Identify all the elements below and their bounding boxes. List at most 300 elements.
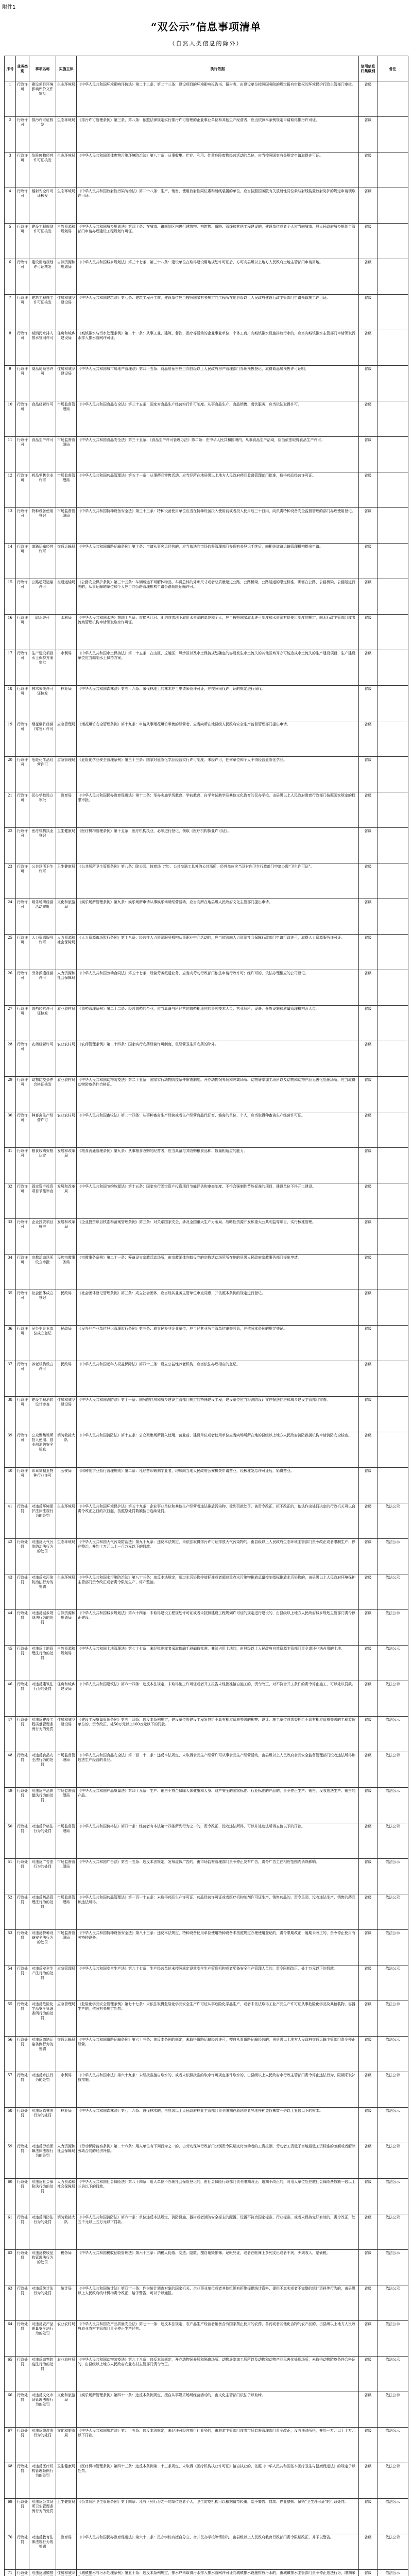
cell-department: 自然资源和规划局	[56, 1610, 77, 1646]
cell-item-name: 道路运输经营许可	[29, 544, 56, 579]
cell-basis: 《城镇排水与污水处理条例》第五十条：违反本条例规定，排水户未取得污水排入排水管网许可证向城镇排水设施排放污水的，由城镇排水主管部门责令停止违法行为，限期采	[77, 2570, 359, 2576]
cell-note	[377, 81, 408, 117]
cell-item-name: 对违反公共场所卫生管理条例行为的处罚	[29, 2499, 56, 2534]
cell-category: 行政处罚	[16, 2463, 29, 2499]
cell-no: 11	[5, 437, 16, 472]
cell-note: 依法公示	[377, 2143, 408, 2179]
cell-no: 44	[5, 1610, 16, 1646]
cell-basis: 《中华人民共和国水法》第六十九条：未经批准擅自取水的，或者未依照批准的取水许可规定条件取水的，由县级以上人民政府水行政主管部门责令停止违法行为，限期采取补救措施。	[77, 2072, 359, 2108]
cell-basis: 《娱乐场所管理条例》第四十一条：违反本条例规定，擅自从事娱乐场所经营活动的，由文化主管部门依法予以取缔。	[77, 2392, 359, 2428]
cell-note: 依法公示	[377, 2072, 408, 2108]
table-row	[5, 81, 408, 117]
cell-level: 省级	[359, 1148, 377, 1183]
table-row	[5, 330, 408, 366]
cell-category: 行政处罚	[16, 2143, 29, 2179]
cell-item-name: 对违反旅游法行为的处罚	[29, 2428, 56, 2463]
cell-department: 林业局	[56, 2108, 77, 2143]
cell-no: 14	[5, 544, 16, 579]
cell-basis: 《中华人民共和国城乡规划法》第三十七条、第三十八条：建设单位在取得建设用地规划许可证后，方可向县级以上地方人民政府土地主管部门申请用地。	[77, 259, 359, 295]
cell-category: 行政处罚	[16, 1752, 29, 1788]
cell-level: 省级	[359, 1503, 377, 1539]
table-row	[5, 2570, 408, 2576]
cell-level: 省级	[359, 899, 377, 935]
cell-category: 行政处罚	[16, 2534, 29, 2570]
cell-basis: 《中华人民共和国环境影响评价法》第二十二条、第二十三条：建设项目的环境影响报告书、报告表，由建设单位按照国务院的规定报有审批权的环境保护行政主管部门审批。	[77, 81, 359, 117]
cell-level: 省级	[359, 2285, 377, 2321]
cell-level: 省级	[359, 188, 377, 224]
cell-note: 依法公示	[377, 1752, 408, 1788]
cell-item-name: 企业投资项目核准	[29, 1219, 56, 1255]
cell-level: 省级	[359, 1574, 377, 1610]
cell-note: 依法公示	[377, 2250, 408, 2285]
cell-no: 1	[5, 81, 16, 117]
cell-no: 8	[5, 330, 16, 366]
cell-level: 省级	[359, 1752, 377, 1788]
cell-department: 民政局	[56, 1290, 77, 1326]
cell-department: 交通运输局	[56, 579, 77, 615]
cell-note: 依法公示	[377, 1823, 408, 1859]
cell-department: 卫生健康局	[56, 863, 77, 899]
cell-department: 市场监督管理局	[56, 1788, 77, 1823]
cell-note	[377, 935, 408, 970]
cell-note	[377, 1361, 408, 1397]
cell-category: 行政处罚	[16, 2499, 29, 2534]
table-row	[5, 1788, 408, 1823]
cell-note: 依法公示	[377, 2001, 408, 2037]
cell-level: 省级	[359, 863, 377, 899]
cell-note	[377, 1077, 408, 1112]
cell-no: 51	[5, 1859, 16, 1894]
cell-note	[377, 544, 408, 579]
cell-no: 18	[5, 686, 16, 721]
cell-item-name: 对违反特种设备安全法行为的处罚	[29, 1930, 56, 1965]
cell-category: 行政处罚	[16, 1503, 29, 1539]
cell-no: 41	[5, 1503, 16, 1539]
cell-basis: 《中华人民共和国产品质量法》第四十九条：生产、销售不符合保障人体健康和人身、财产安全的国家标准、行业标准的产品的，责令停止生产、销售，没收违法生产、销售的产品。	[77, 1788, 359, 1823]
cell-item-name: 林木采伐许可证核发	[29, 686, 56, 721]
cell-category: 行政许可	[16, 1397, 29, 1432]
cell-category: 行政处罚	[16, 1859, 29, 1894]
cell-note	[377, 615, 408, 650]
cell-basis: 《宗教事务条例》第二十一条：筹备设立宗教活动场所，由宗教团体向拟设立的宗教活动场所所在地的县级人民政府宗教事务部门提出申请。	[77, 1255, 359, 1290]
table-row	[5, 650, 408, 686]
cell-item-name: 对违反危险化学品安全管理条例行为的处罚	[29, 2001, 56, 2037]
cell-note: 依法公示	[377, 1717, 408, 1752]
cell-basis: 《中华人民共和国森林法》第七十六条：盗伐林木的，由县级以上人民政府林业主管部门责令限期在原地或者异地补种盗伐株数一倍以上五倍以下的树木。	[77, 2108, 359, 2143]
cell-item-name: 对违反城乡规划法行为的处罚	[29, 1610, 56, 1646]
cell-no: 46	[5, 1681, 16, 1717]
cell-no: 7	[5, 295, 16, 330]
cell-department: 农业农村局	[56, 1006, 77, 1041]
cell-basis: 《医疗机构管理条例》第十五条：医疗机构执业，必须进行登记，领取《医疗机构执业许可证》。	[77, 828, 359, 863]
cell-note	[377, 1468, 408, 1503]
cell-basis: 《中华人民共和国节约能源法》第十五条：国家实行固定资产投资项目节能评估和审查制度。不符合强制性节能标准的项目，建设单位不得开工建设。	[77, 1183, 359, 1219]
cell-level: 省级	[359, 721, 377, 757]
cell-level: 省级	[359, 2214, 377, 2250]
cell-department: 应急管理局	[56, 757, 77, 792]
cell-department: 市场监督管理局	[56, 1823, 77, 1859]
table-row	[5, 401, 408, 437]
cell-note	[377, 970, 408, 1006]
cell-category: 行政处罚	[16, 2392, 29, 2428]
cell-no: 10	[5, 401, 16, 437]
cell-item-name: 娱乐场所经营活动审批	[29, 899, 56, 935]
cell-level: 省级	[359, 544, 377, 579]
cell-item-name: 对违反农产品质量安全法行为的处罚	[29, 2321, 56, 2357]
cell-no: 47	[5, 1717, 16, 1752]
cell-basis: 《中华人民共和国城市房地产管理法》第四十五条：商品房预售应当向县级以上人民政府房产管理部门办理预售登记，取得商品房预售许可证明。	[77, 366, 359, 401]
cell-department: 水利局	[56, 615, 77, 650]
cell-no: 61	[5, 2214, 16, 2250]
cell-category: 行政许可	[16, 152, 29, 188]
cell-category: 行政许可	[16, 1361, 29, 1397]
cell-level: 省级	[359, 2001, 377, 2037]
cell-item-name: 生产建设项目水土保持方案审批	[29, 650, 56, 686]
cell-basis: 《娱乐场所管理条例》第九条：娱乐场所申请从事娱乐场所经营活动，应当向所在地县级人民政府文化主管部门提出申请。	[77, 899, 359, 935]
cell-item-name: 对违反药品管理法行为的处罚	[29, 1894, 56, 1930]
cell-item-name: 危险化学品经营许可	[29, 757, 56, 792]
cell-item-name: 医疗机构执业登记	[29, 828, 56, 863]
table-row	[5, 295, 408, 330]
cell-department: 住房和城乡建设局	[56, 366, 77, 401]
table-row	[5, 1361, 408, 1397]
cell-no: 26	[5, 970, 16, 1006]
cell-no: 56	[5, 2037, 16, 2072]
cell-category: 行政许可	[16, 970, 29, 1006]
cell-department: 教育局	[56, 2534, 77, 2570]
cell-no: 37	[5, 1361, 16, 1397]
table-row	[5, 1006, 408, 1041]
cell-note: 依法公示	[377, 1930, 408, 1965]
cell-category: 行政处罚	[16, 1681, 29, 1717]
cell-no: 21	[5, 792, 16, 828]
cell-category: 行政处罚	[16, 1894, 29, 1930]
cell-no: 69	[5, 2499, 16, 2534]
table-row	[5, 2143, 408, 2179]
cell-department: 民族宗教事务局	[56, 1255, 77, 1290]
table-row	[5, 2499, 408, 2534]
cell-note: 依法公示	[377, 2570, 408, 2576]
cell-basis: 《医疗机构管理条例》第四十三条：违反本条例第二十三条规定，未取得《医疗机构执业许可证》擅自执业的，依照《中华人民共和国基本医疗卫生与健康促进法》的规定予以处罚。	[77, 2463, 359, 2499]
cell-no: 63	[5, 2285, 16, 2321]
cell-item-name: 商品房预售许可	[29, 366, 56, 401]
cell-no: 23	[5, 863, 16, 899]
cell-department: 生态环境局	[56, 1539, 77, 1574]
cell-no: 16	[5, 615, 16, 650]
cell-category: 行政处罚	[16, 2037, 29, 2072]
cell-category: 行政处罚	[16, 1646, 29, 1681]
cell-category: 行政许可	[16, 295, 29, 330]
cell-basis: 《公共场所卫生管理条例》第十四条：凡有下列行为之一的单位或者个人，卫生防疫机构可以根据情节轻重，给予警告、罚款、停业整顿、吊销“卫生许可证”的行政处罚。	[77, 2499, 359, 2534]
cell-note: 依法公示	[377, 2357, 408, 2392]
cell-category: 行政许可	[16, 1290, 29, 1326]
header-item-name: 事项名称	[29, 56, 56, 81]
table-row	[5, 1894, 408, 1930]
cell-note	[377, 1219, 408, 1255]
cell-item-name: 辐射安全许可证核发	[29, 188, 56, 224]
cell-category: 行政许可	[16, 259, 29, 295]
cell-no: 6	[5, 259, 16, 295]
table-row	[5, 579, 408, 615]
cell-department: 文化和旅游局	[56, 2428, 77, 2463]
cell-no: 49	[5, 1788, 16, 1823]
cell-category: 行政处罚	[16, 1788, 29, 1823]
cell-department: 林业局	[56, 686, 77, 721]
cell-no: 30	[5, 1112, 16, 1148]
cell-basis: 《中华人民共和国消防法》第十五条：公众聚集场所投入使用、营业前，建设单位或者使用单位应当向场所所在地的县级以上地方人民政府消防救援机构申请消防安全检查。	[77, 1432, 359, 1468]
cell-basis: 《中华人民共和国特种设备安全法》第八十三条：违反本法规定，特种设备使用单位使用特种设备未按照规定办理使用登记的，责令限期改正；逾期未改正的，责令停止使用有关特种设备。	[77, 1930, 359, 1965]
cell-category: 行政处罚	[16, 2108, 29, 2143]
table-row	[5, 437, 408, 472]
cell-level: 省级	[359, 2392, 377, 2428]
cell-no: 67	[5, 2428, 16, 2463]
cell-item-name: 宗教活动场所设立审批	[29, 1255, 56, 1290]
cell-no: 34	[5, 1255, 16, 1290]
cell-level: 省级	[359, 401, 377, 437]
cell-basis: 《农药管理条例》第二十四条：国家实行农药经营许可制度，但经营卫生用农药的除外。	[77, 1041, 359, 1077]
cell-item-name: 对违反动物防疫法行为的处罚	[29, 2357, 56, 2392]
cell-item-name: 动物防疫条件合格证核发	[29, 1077, 56, 1112]
cell-category: 行政许可	[16, 1112, 29, 1148]
cell-basis: 《公路安全保护条例》第三十五条：车辆载运不可解体物品，车货总体的外廓尺寸或者总质量超过公路、公路桥梁、公路隧道的限定标准，确需在公路、公路桥梁、公路隧道行驶的，从事运输的单位和个人应当向公路管理机构申请公路超限运输许可。	[77, 579, 359, 615]
cell-item-name: 对违反广告法行为的处罚	[29, 1859, 56, 1894]
cell-department: 消防救援大队	[56, 1432, 77, 1468]
cell-basis: 《中华人民共和国药品管理法》第一百一十五条：未取得药品生产许可证、药品经营许可证或者医疗机构制剂许可证生产、销售药品的，责令关闭，没收违法生产、销售的药品和违法所得。	[77, 1894, 359, 1930]
cell-note: 依法公示	[377, 2534, 408, 2570]
cell-level: 省级	[359, 935, 377, 970]
cell-item-name: 固定资产投资项目节能审查	[29, 1183, 56, 1219]
cell-department: 应急管理局	[56, 721, 77, 757]
cell-category: 行政许可	[16, 721, 29, 757]
cell-note	[377, 899, 408, 935]
cell-basis: 《中华人民共和国大气污染防治法》第九十九条：违反本法规定，未依法取得排污许可证排放大气污染物的，由县级以上人民政府生态环境主管部门责令改正或者限制生产、停产整治，并处十万元以上一百万元以下的罚款。	[77, 1539, 359, 1574]
cell-level: 省级	[359, 472, 377, 508]
header-note: 备注	[377, 56, 408, 81]
cell-note	[377, 686, 408, 721]
cell-item-name: 对违反社会保险法行为的处罚	[29, 2179, 56, 2214]
cell-item-name: 对违反食品安全法行为的处罚	[29, 1752, 56, 1788]
cell-department: 住房和城乡建设局	[56, 330, 77, 366]
cell-department: 人力资源和社会保障局	[56, 2179, 77, 2214]
cell-category: 行政处罚	[16, 2357, 29, 2392]
cell-item-name: 对违反水污染防治法行为的处罚	[29, 1574, 56, 1610]
table-row	[5, 1503, 408, 1539]
cell-level: 省级	[359, 437, 377, 472]
cell-basis: 《中华人民共和国消防法》第六十条：单位违反本法规定，消防设施、器材或者消防安全标志的配置、设置不符合国家标准、行业标准，或者未保持完好有效的，责令改正，处五千元以上五万元以下罚款。	[77, 2214, 359, 2250]
table-row	[5, 2214, 408, 2250]
cell-category: 行政许可	[16, 401, 29, 437]
table-row	[5, 1183, 408, 1219]
cell-department: 农业农村局	[56, 2321, 77, 2357]
table-row	[5, 899, 408, 935]
cell-no: 65	[5, 2357, 16, 2392]
cell-note	[377, 472, 408, 508]
cell-basis: 《印铸刻字业暂行管理规则》第二条：凡经营印铸刻字业者，均须向当地人民政府公安机关申请营业，经核准发给许可证后，始得营业。	[77, 1468, 359, 1503]
cell-level: 省级	[359, 1077, 377, 1112]
header-no: 序号	[5, 56, 16, 81]
table-row	[5, 1930, 408, 1965]
cell-item-name: 建筑工程施工许可证核发	[29, 295, 56, 330]
cell-department: 自然资源和规划局	[56, 1646, 77, 1681]
cell-basis: 《中华人民共和国劳动合同法》第五十七条：经营劳务派遣业务，应当向劳动行政部门依法申请行政许可；经许可的，依法办理相应的公司登记。	[77, 970, 359, 1006]
table-row	[5, 1112, 408, 1148]
cell-basis: 《中华人民共和国城乡规划法》第六十四条：未取得建设工程规划许可证或者未按照建设工程规划许可证的规定进行建设的，由县级以上地方人民政府城乡规划主管部门责令停止建设。	[77, 1610, 359, 1646]
cell-basis: 《中华人民共和国水污染防治法》第八十三条：违反本法规定，超过水污染物排放标准或者超过重点水污染物排放总量控制指标排放水污染物的，由县级以上人民政府环境保护主管部门责令改正或者责令限制生产、停产整治。	[77, 1574, 359, 1610]
table-row	[5, 1610, 408, 1646]
cell-department: 生态环境局	[56, 81, 77, 117]
cell-level: 省级	[359, 295, 377, 330]
cell-note	[377, 1183, 408, 1219]
table-row	[5, 970, 408, 1006]
cell-department: 发展和改革局	[56, 1183, 77, 1219]
cell-item-name: 种畜禽生产经营许可	[29, 1112, 56, 1148]
cell-no: 48	[5, 1752, 16, 1788]
cell-no: 9	[5, 366, 16, 401]
cell-level: 省级	[359, 2428, 377, 2463]
cell-level: 省级	[359, 1930, 377, 1965]
cell-note	[377, 366, 408, 401]
table-row	[5, 615, 408, 650]
cell-basis: 《中华人民共和国食品安全法》第一百二十二条：违反本法规定，未取得食品生产经营许可从事食品生产经营活动，由县级以上人民政府食品安全监督管理部门没收违法所得和违法生产经营的食品。	[77, 1752, 359, 1788]
cell-note: 依法公示	[377, 1610, 408, 1646]
cell-category: 行政处罚	[16, 1965, 29, 2001]
cell-department: 消防救援大队	[56, 2214, 77, 2250]
cell-item-name: 对违反水法行为的处罚	[29, 2072, 56, 2108]
cell-department: 住房和城乡	[56, 2570, 77, 2576]
table-row	[5, 863, 408, 899]
cell-basis: 《中华人民共和国建筑法》第六十四条：违反本法规定，未取得施工许可证或者开工报告未经批准擅自施工的，责令改正，对不符合开工条件的责令停止施工，可以处以罚款。	[77, 1681, 359, 1717]
cell-basis: 《企业投资项目核准和备案管理条例》第三条：对关系国家安全、涉及全国重大生产力布局、战略性资源开发和重大公共利益等项目，实行核准管理。	[77, 1219, 359, 1255]
cell-category: 行政许可	[16, 81, 29, 117]
cell-item-name: 对违反消防法行为的处罚	[29, 2214, 56, 2250]
cell-item-name: 公共场所卫生许可	[29, 863, 56, 899]
cell-level: 省级	[359, 2108, 377, 2143]
cell-level: 省级	[359, 1859, 377, 1894]
cell-category: 行政许可	[16, 330, 29, 366]
cell-basis: 《中华人民共和国城乡规划法》第四十条：在城市、镇规划区内进行建筑物、构筑物、道路、管线和其他工程建设的，建设单位或者个人应当向城市、县人民政府城乡规划主管部门申请办理建设工程规划许可证。	[77, 224, 359, 259]
cell-basis: 《社会团体登记管理条例》第三条：成立社会团体，应当经其业务主管单位审查同意，并依照本条例的规定进行登记。	[77, 1290, 359, 1326]
cell-item-name: 对违反医疗机构管理条例行为的处罚	[29, 2463, 56, 2499]
cell-category: 行政许可	[16, 1219, 29, 1255]
cell-basis: 《劳动保障监察条例》第二十六条：用人单位有下列行为之一的，由劳动保障行政部门分别责令限期支付劳动者的工资报酬、劳动者工资低于当地最低工资标准的差额或者解除劳动合同的经济补偿。	[77, 2143, 359, 2179]
cell-note	[377, 117, 408, 152]
table-row	[5, 1148, 408, 1183]
cell-department: 市场监督管理局	[56, 508, 77, 544]
cell-level: 省级	[359, 259, 377, 295]
table-row	[5, 152, 408, 188]
cell-level: 省级	[359, 1646, 377, 1681]
cell-no: 55	[5, 2001, 16, 2037]
cell-level: 省级	[359, 970, 377, 1006]
cell-note: 依法公示	[377, 2321, 408, 2357]
cell-basis: 《中华人民共和国食品安全法》第三十五条：国家对食品生产经营实行许可制度。从事食品生产、食品销售、餐饮服务，应当依法取得许可。	[77, 401, 359, 437]
cell-level: 省级	[359, 117, 377, 152]
cell-no: 62	[5, 2250, 16, 2285]
cell-note	[377, 828, 408, 863]
cell-category: 行政处罚	[16, 1574, 29, 1610]
cell-note	[377, 1290, 408, 1326]
cell-note	[377, 863, 408, 899]
cell-note: 依法公示	[377, 1859, 408, 1894]
cell-department: 市场监督管理局	[56, 1752, 77, 1788]
cell-item-name: 对违反建设工程质量管理条例行为的处罚	[29, 1717, 56, 1752]
cell-note	[377, 1432, 408, 1468]
table-row	[5, 2037, 408, 2072]
cell-category: 行政处罚	[16, 2214, 29, 2250]
table-header-row	[5, 56, 408, 81]
table-row	[5, 1041, 408, 1077]
cell-level: 省级	[359, 81, 377, 117]
cell-no: 54	[5, 1965, 16, 2001]
cell-level: 省级	[359, 828, 377, 863]
cell-basis: 《中华人民共和国森林法》第五十六条：采伐林地上的林木应当申请采伐许可证，并按照采伐许可证的规定进行采伐。	[77, 686, 359, 721]
cell-no: 43	[5, 1574, 16, 1610]
cell-level: 省级	[359, 1681, 377, 1717]
table-row	[5, 2392, 408, 2428]
cell-note: 依法公示	[377, 1681, 408, 1717]
cell-no: 36	[5, 1326, 16, 1361]
cell-basis: 《粮食流通管理条例》第九条：从事粮食收购的经营者，应当具备与其收购粮食品种、数量相适应的能力。	[77, 1148, 359, 1183]
cell-basis: 《中华人民共和国环境保护法》第五十九条：企业事业单位和其他生产经营者违法排放污染物，受到罚款处罚，被责令改正，拒不改正的，依法作出处罚决定的行政机关可以自责令改正之日的次日起，按照原处罚数额按日连续处罚。	[77, 1503, 359, 1539]
cell-note	[377, 1112, 408, 1148]
cell-item-name: 对违反建筑法行为的处罚	[29, 1681, 56, 1717]
cell-note	[377, 792, 408, 828]
cell-category: 行政许可	[16, 1148, 29, 1183]
cell-note: 依法公示	[377, 1646, 408, 1681]
cell-category: 行政许可	[16, 1041, 29, 1077]
cell-department: 住房和城乡建设局	[56, 1397, 77, 1432]
cell-no: 15	[5, 579, 16, 615]
cell-no: 52	[5, 1894, 16, 1930]
cell-level: 省级	[359, 1326, 377, 1361]
cell-department: 文化和旅游局	[56, 2392, 77, 2428]
cell-note: 依法公示	[377, 2037, 408, 2072]
table-row	[5, 1752, 408, 1788]
cell-note: 依法公示	[377, 1574, 408, 1610]
cell-category: 行政许可	[16, 1183, 29, 1219]
cell-no: 28	[5, 1041, 16, 1077]
cell-level: 省级	[359, 224, 377, 259]
cell-department: 卫生健康局	[56, 2463, 77, 2499]
cell-level: 省级	[359, 1894, 377, 1930]
cell-category: 行政许可	[16, 863, 29, 899]
cell-item-name: 取水许可	[29, 615, 56, 650]
cell-department: 卫生健康局	[56, 2499, 77, 2534]
cell-no: 17	[5, 650, 16, 686]
cell-category: 行政许可	[16, 935, 29, 970]
table-row	[5, 1859, 408, 1894]
cell-note	[377, 1148, 408, 1183]
cell-level: 省级	[359, 2321, 377, 2357]
table-row	[5, 1255, 408, 1290]
cell-no: 42	[5, 1539, 16, 1574]
table-row	[5, 2001, 408, 2037]
cell-no: 32	[5, 1183, 16, 1219]
cell-department: 文化和旅游局	[56, 899, 77, 935]
cell-note: 依法公示	[377, 2214, 408, 2250]
cell-basis: 《中华人民共和国价格法》第四十条：经营者有本法第十四条所列行为之一的，责令改正，没收违法所得，可以并处违法所得五倍以下的罚款。	[77, 1823, 359, 1859]
cell-basis: 《中华人民共和国税收征收管理法》第六十三条：纳税人伪造、变造、隐匿、擅自销毁帐簿、记帐凭证，或者在帐簿上多列支出或者不列、少列收入，是偷税。	[77, 2250, 359, 2285]
cell-level: 省级	[359, 2357, 377, 2392]
table-row	[5, 1219, 408, 1255]
cell-level: 省级	[359, 1397, 377, 1432]
table-row	[5, 224, 408, 259]
cell-item-name: 公众聚集场所投入使用、营业前消防安全检查	[29, 1432, 56, 1468]
cell-department: 统计局	[56, 2285, 77, 2321]
cell-basis: 《中华人民共和国旅游法》第九十五条：违反本法规定，未经许可经营旅行社业务的，由旅游主管部门或者市场监督管理部门责令改正，没收违法所得，并处一万元以上十万元以下罚款。	[77, 2428, 359, 2463]
cell-category: 行政处罚	[16, 2179, 29, 2214]
cell-department: 应急管理局	[56, 2001, 77, 2037]
